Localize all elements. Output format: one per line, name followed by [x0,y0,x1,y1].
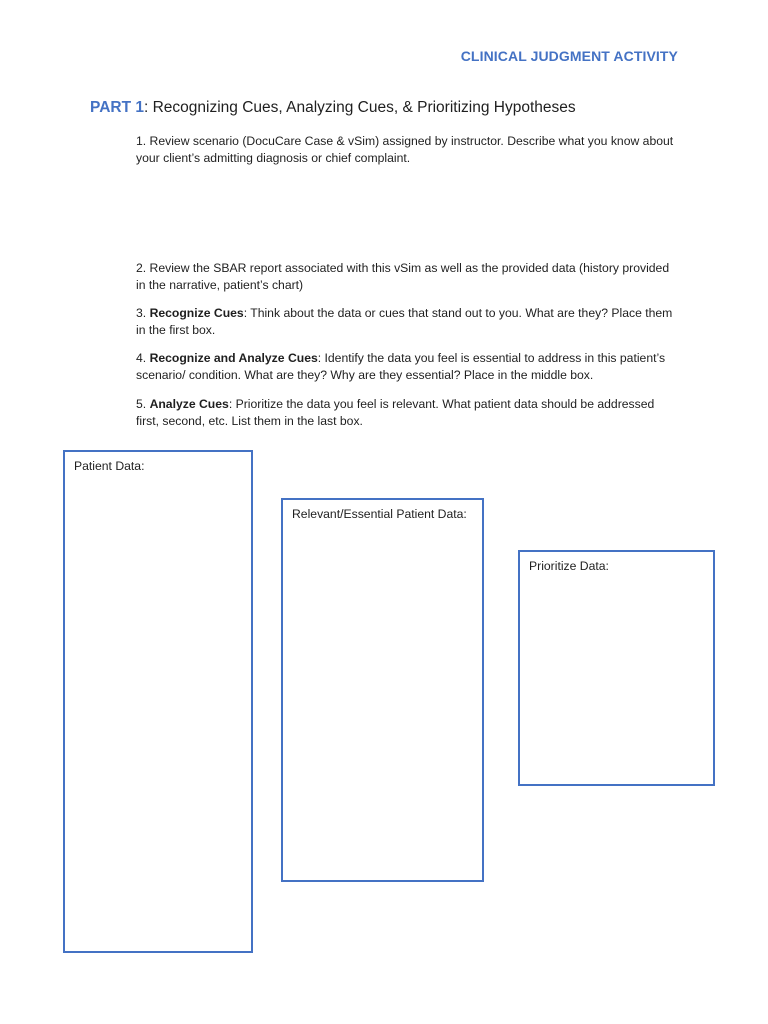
part-colon: : [143,99,149,116]
instruction-3 [136,305,676,339]
instruction-4 [136,350,676,384]
instruction-3-number: 3. [136,306,150,320]
instruction-1-text: 1. Review scenario (DocuCare Case & vSim) assigned by instructor. Describe what you know about your client’s admitting diagnosis or chief complaint. [136,134,674,165]
prioritize-data-box[interactable] [518,550,715,786]
instruction-4-keyword: Recognize and Analyze Cues [149,351,318,365]
instruction-3-keyword: Recognize Cues [149,306,244,320]
instruction-5-keyword: Analyze Cues [149,397,229,411]
part-label: PART 1 [90,99,144,116]
part-heading-text: Recognizing Cues, Analyzing Cues, & Prioritizing Hypotheses [148,99,576,116]
patient-data-label: Patient Data: [74,459,145,473]
instruction-5-number: 5. [136,397,150,411]
instruction-1 [136,133,676,167]
instruction-2-text: 2. Review the SBAR report associated with this vSim as well as the provided data (history provided in the narrative, patient’s chart) [136,261,670,292]
instruction-4-number: 4. [136,351,150,365]
instruction-3-text: : Think about the data or cues that stand out to you. What are they? Place them in the first box. [136,306,673,337]
instruction-5-text: : Prioritize the data you feel is relevant. What patient data should be addressed first, second, etc. List them in the last box. [136,397,655,428]
document-title: CLINICAL JUDGMENT ACTIVITY [460,48,678,64]
relevant-essential-data-label: Relevant/Essential Patient Data: [292,507,467,521]
patient-data-box[interactable] [63,450,253,953]
instruction-5 [136,396,676,430]
instruction-4-text: : Identify the data you feel is essential to address in this patient’s scenario/ condition. What are they? Why are they essential? Place in the middle box. [136,351,666,382]
relevant-essential-data-box[interactable] [281,498,484,882]
prioritize-data-label: Prioritize Data: [529,559,609,573]
instruction-2 [136,260,676,294]
part-heading [90,99,576,117]
